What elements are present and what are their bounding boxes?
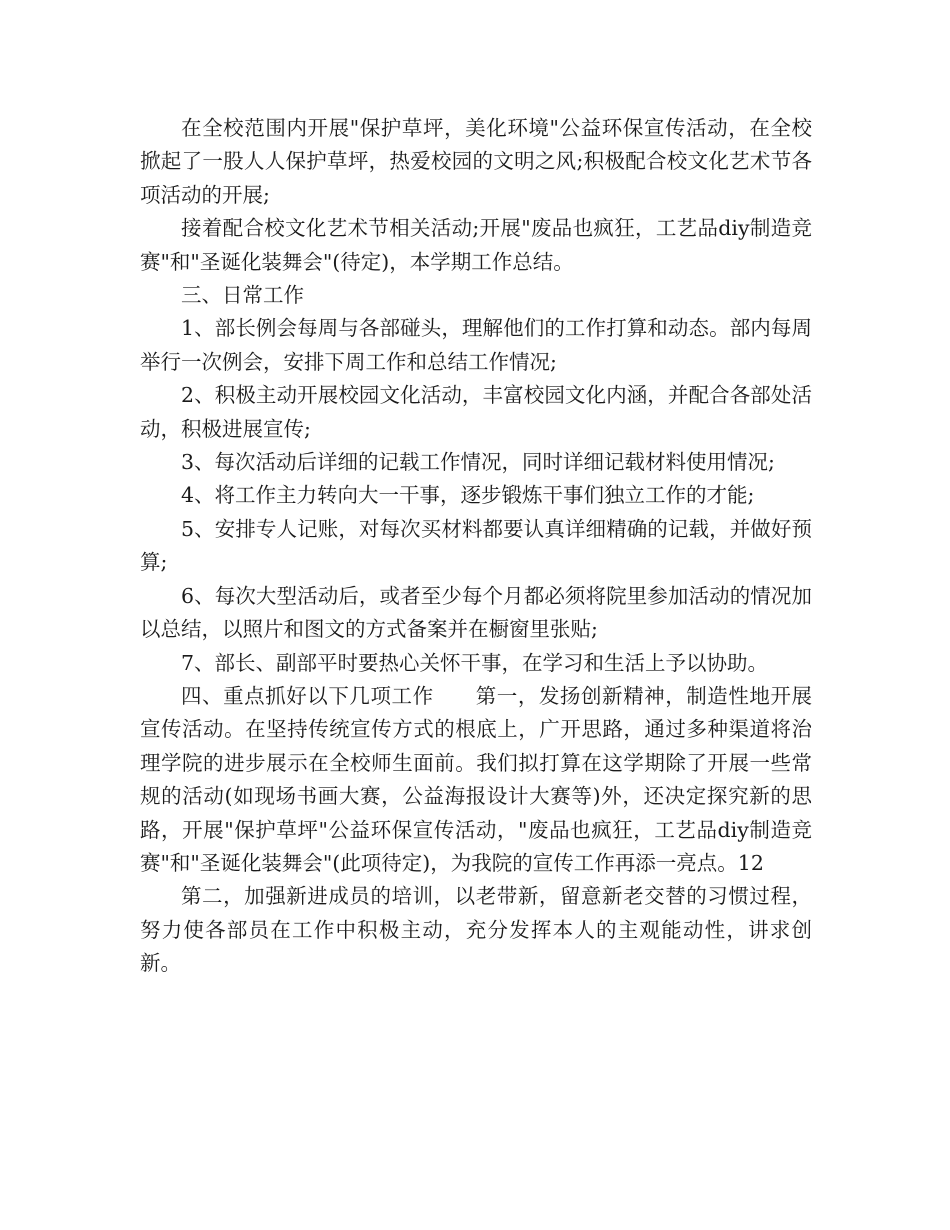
section-heading-daily-work: 三、日常工作 <box>181 283 304 308</box>
list-item-campus-culture: 2、积极主动开展校园文化活动，丰富校园文化内涵，并配合各部处活动，积极进展宣传; <box>140 383 812 441</box>
paragraph-campus-lawn-campaign: 在全校范围内开展"保护草坪，美化环境"公益环保宣传活动，在全校掀起了一股人人保护草坪，热爱校园的文明之风;积极配合校文化艺术节各项活动的开展; <box>140 116 812 207</box>
list-item-weekly-meeting: 1、部长例会每周与各部碰头，理解他们的工作打算和动态。部内每周举行一次例会，安排下周工作和总结工作情况; <box>140 316 812 374</box>
section-key-work-first: 四、重点抓好以下几项工作 第一，发扬创新精神，制造性地开展宣传活动。在坚持传统宣传方式的根底上，广开思路，通过多种渠道将治理学院的进步展示在全校师生面前。我们拟打算在这学期除了开展一些常规的活动(如现场书画大赛，公益海报设计大赛等)外，还决定探究新的思路，开展"保护草坪"公益环保宣传活动，"废品也疯狂，工艺品diy制造竞赛"和"圣诞化装舞会"(此项待定)，为我院的宣传工作再添一亮点。12 <box>140 683 812 875</box>
list-item-monthly-summary: 6、每次大型活动后，或者至少每个月都必须将院里参加活动的情况加以总结，以照片和图文的方式备案并在橱窗里张贴; <box>140 583 812 642</box>
paragraph-art-festival-activities: 接着配合校文化艺术节相关活动;开展"废品也疯狂，工艺品diy制造竞赛"和"圣诞化装舞会"(待定)，本学期工作总结。 <box>140 216 812 274</box>
paragraph-key-work-second: 第二，加强新进成员的培训，以老带新，留意新老交替的习惯过程，努力使各部员在工作中积极主动，充分发挥本人的主观能动性，讲求创新。 <box>140 884 812 976</box>
list-item-bookkeeping: 5、安排专人记账，对每次买材料都要认真详细精确的记载，并做好预算; <box>140 516 812 575</box>
document-body <box>140 112 812 981</box>
list-item-train-staff: 4、将工作主力转向大一干事，逐步锻炼干事们独立工作的才能; <box>181 483 755 508</box>
list-item-care-for-staff: 7、部长、副部平时要热心关怀干事，在学习和生活上予以协助。 <box>181 650 769 675</box>
list-item-activity-records: 3、每次活动后详细的记载工作情况，同时详细记载材料使用情况; <box>181 450 775 475</box>
